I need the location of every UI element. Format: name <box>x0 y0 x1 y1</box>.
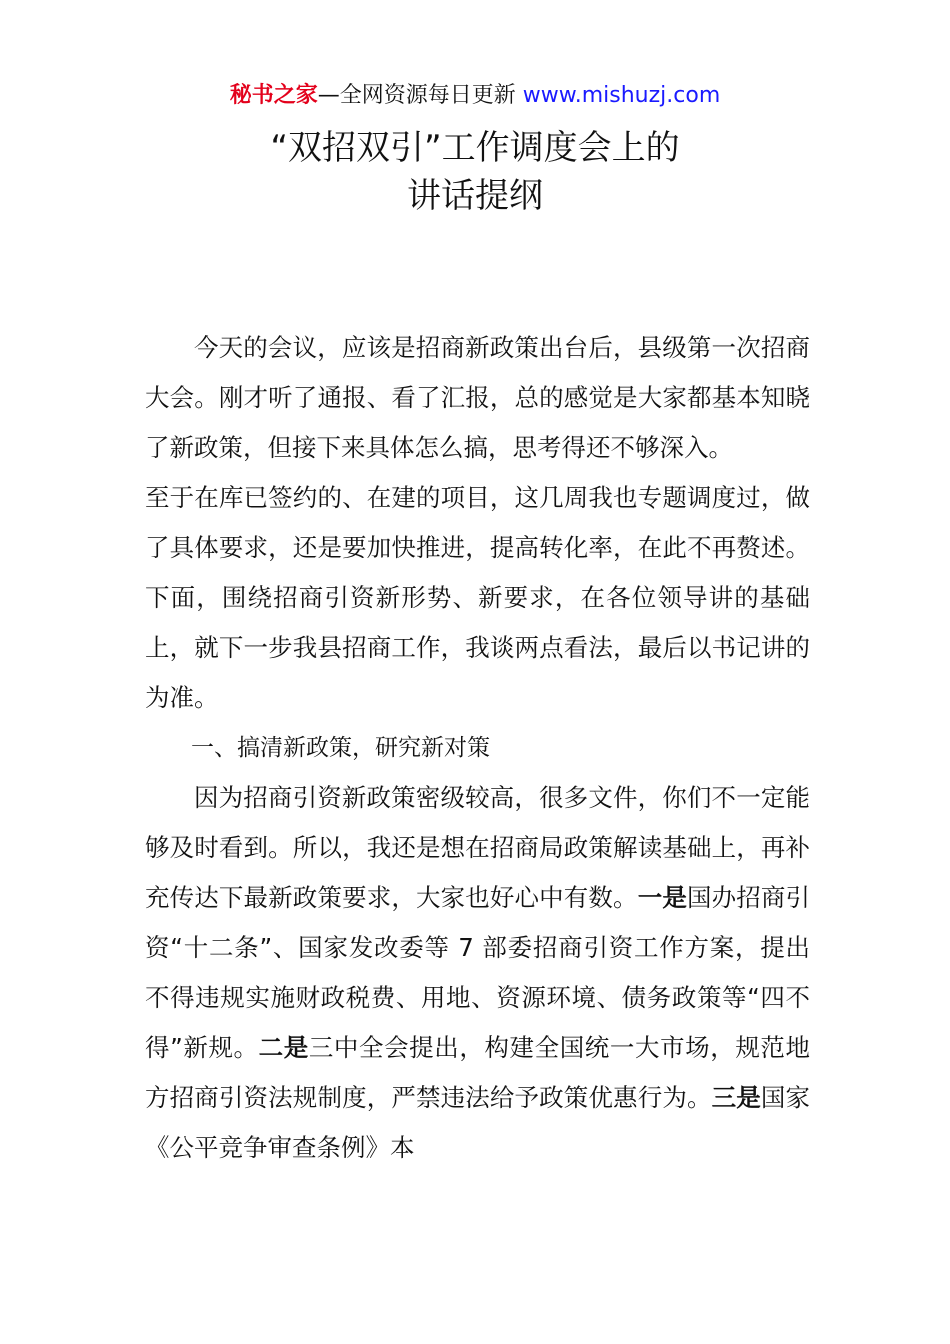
site-url-link[interactable]: www.mishuzj.com <box>522 83 721 108</box>
point-1-text: 国办招商引资“十二条”、国家发改委等 7 部委招商引资工作方案，提出不得违规实施财政税费、用地、资源环境、债务政策等“四不得”新规。 <box>145 883 811 1062</box>
paragraph-opening: 今天的会议，应该是招商新政策出台后，县级第一次招商大会。刚才听了通报、看了汇报，总的感觉是大家都基本知晓了新政策，但接下来具体怎么搞，思考得还不够深入。 <box>145 333 810 462</box>
paragraph-projects: 至于在库已签约的、在建的项目，这几周我也专题调度过，做了具体要求，还是要加快推进，提高转化率，在此不再赘述。下面，围绕招商引资新形势、新要求，在各位领导讲的基础上，就下一步我县招商工作，我谈两点看法，最后以书记讲的为准。 <box>145 483 810 712</box>
document-title-line2: 讲话提纲 <box>407 176 543 216</box>
point-1-label: 一是 <box>637 883 687 912</box>
site-header <box>0 80 950 112</box>
paragraph-policy-intro: 因为招商引资新政策密级较高，很多文件，你们不一定能够及时看到。所以，我还是想在招商局政策解读基础上，再补充传达下最新政策要求，大家也好心中有数。 <box>145 783 810 912</box>
point-2-text: 三中全会提出，构建全国统一大市场，规范地方招商引资法规制度，严禁违法给予政策优惠行为。 <box>145 1033 811 1112</box>
point-2-label: 二是 <box>258 1033 309 1062</box>
point-3-text: 国家《公平竞争审查条例》本 <box>145 1083 811 1162</box>
paragraph-policy <box>145 773 810 1173</box>
document-body <box>145 323 810 1173</box>
section-heading-1: 一、搞清新政策，研究新对策 <box>191 735 490 761</box>
site-tagline: —全网资源每日更新 <box>317 83 523 108</box>
site-brand: 秘书之家 <box>229 83 318 108</box>
point-3-label: 三是 <box>711 1083 761 1112</box>
document-title-line1: “双招双引”工作调度会上的 <box>270 128 680 168</box>
